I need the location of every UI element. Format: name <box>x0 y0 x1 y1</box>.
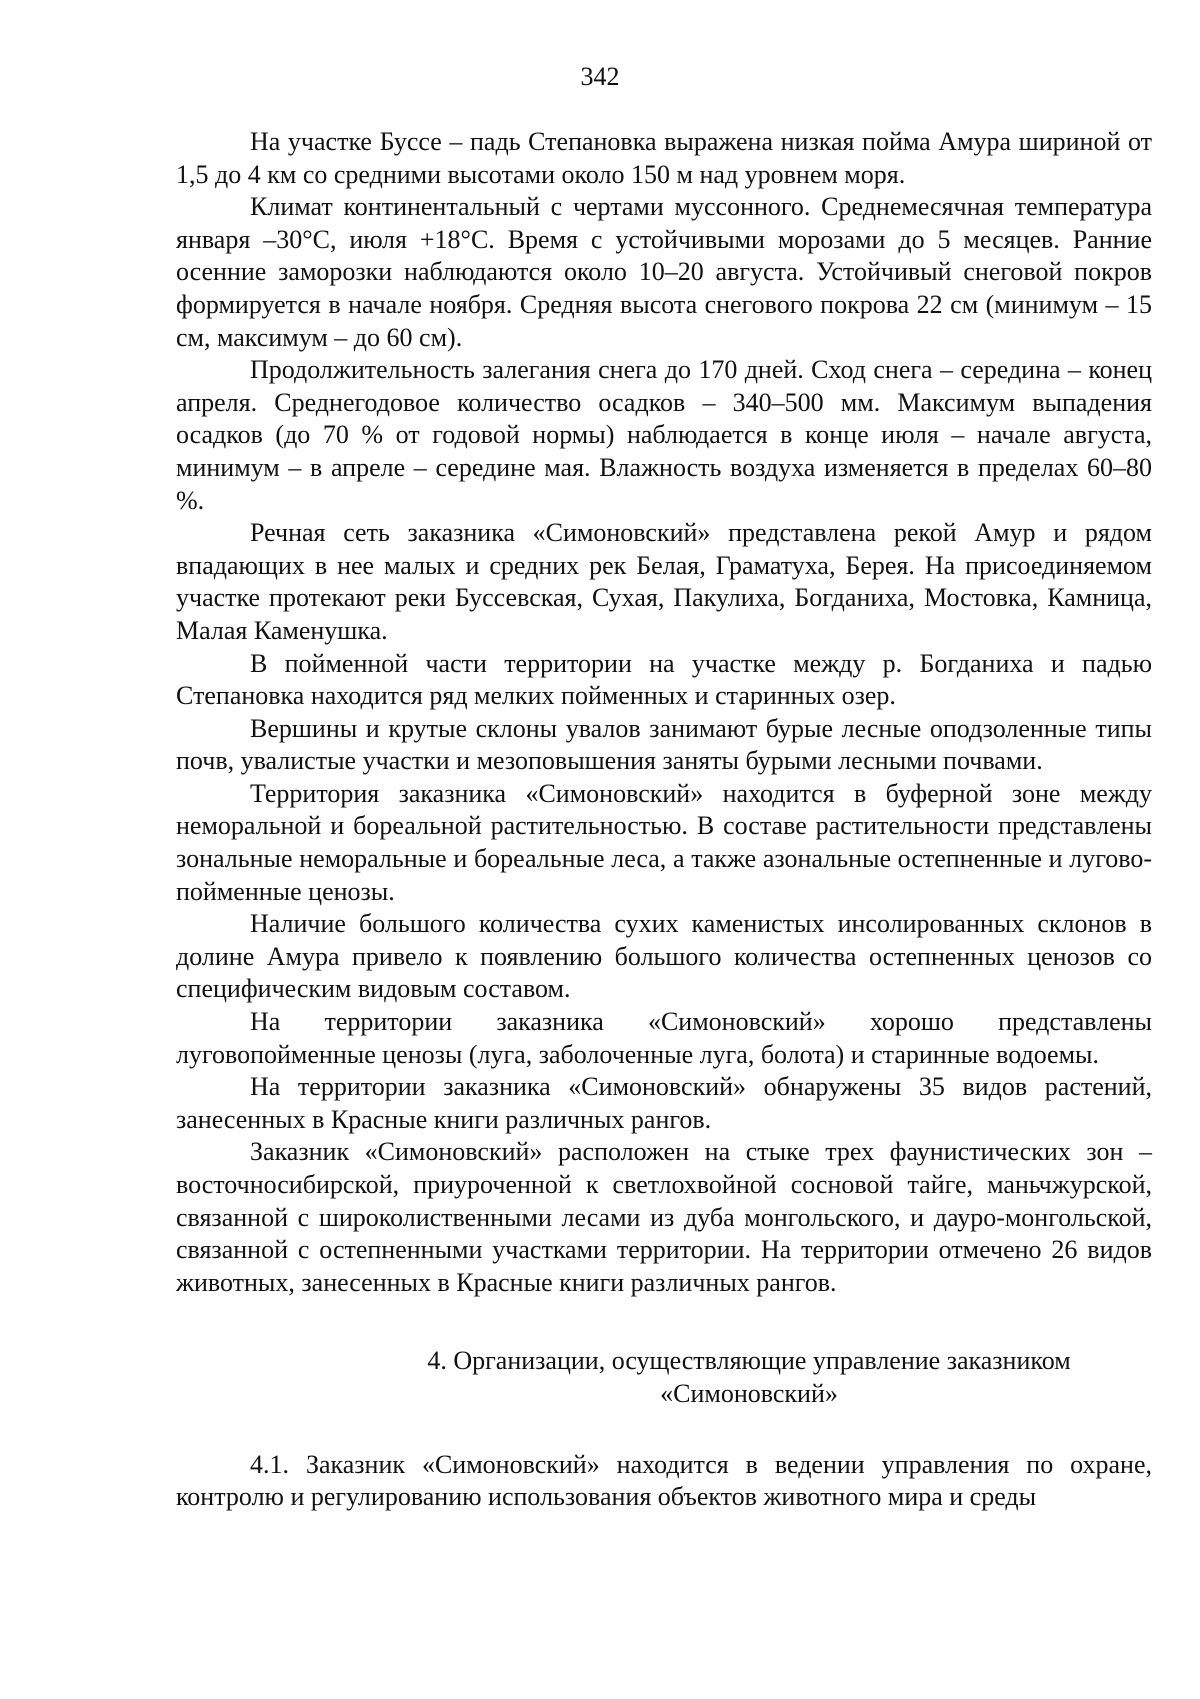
paragraph-snow-precipitation: Продолжительность залегания снега до 170 дней. Сход снега – середина – конец апреля. Среднегодовое количество осадков – 340–500 мм. Максимум выпадения осадков (до 70 % от годовой нормы) наблюдается в конце июля – начале августа, минимум – в апреле – середине мая. Влажность воздуха изменяется в пределах 60–80 %. <box>176 355 1152 515</box>
paragraph-steppe-slopes: Наличие большого количества сухих каменистых инсолированных склонов в долине Амура привело к появлению большого количества остепненных ценозов со специфическим видовым составом. <box>176 909 1152 1004</box>
paragraph-river-network: Речная сеть заказника «Симоновский» представлена рекой Амур и рядом впадающих в нее малых и средних рек Белая, Граматуха, Берея. На присоединяемом участке протекают реки Буссевская, Сухая, Пакулиха, Богданиха, Мостовка, Камница, Малая Каменушка. <box>176 518 1152 645</box>
section-heading-line-2: «Симоновский» <box>660 1378 838 1408</box>
paragraph-plant-species: На территории заказника «Симоновский» обнаружены 35 видов растений, занесенных в Красные книги различных рангов. <box>176 1072 1152 1134</box>
paragraph-vegetation: Территория заказника «Симоновский» находится в буферной зоне между неморальной и бореальной растительностью. В составе растительности представлены зональные неморальные и бореальные леса, а также азональные остепненные и лугово-пойменные ценозы. <box>176 778 1152 906</box>
paragraph-meadows: На территории заказника «Симоновский» хорошо представлены луговопойменные ценозы (луга, заболоченные луга, болота) и старинные водоемы. <box>176 1007 1152 1069</box>
paragraph-fauna: Заказник «Симоновский» расположен на стыке трех фаунистических зон – восточносибирской, приуроченной к светлохвойной сосновой тайге, маньчжурской, связанной с широколиственными лесами из дуба монгольского, и дауро-монгольской, связанной с остепненными участками территории. На территории отмечено 26 видов животных, занесенных в Красные книги различных рангов. <box>176 1137 1152 1297</box>
page-number: 342 <box>580 62 620 91</box>
paragraph-soils: Вершины и крутые склоны увалов занимают бурые лесные оподзоленные типы почв, увалистые участки и мезоповышения заняты бурыми лесными почвами. <box>176 713 1152 776</box>
paragraph-climate: Климат континентальный с чертами муссонного. Среднемесячная температура января –30°С, июля +18°С. Время с устойчивыми морозами до 5 месяцев. Ранние осенние заморозки наблюдаются около 10–20 августа. Устойчивый снеговой покров формируется в начале ноября. Средняя высота снегового покрова 22 см (минимум – 15 см, максимум – до 60 см). <box>176 192 1152 352</box>
paragraph-lakes: В пойменной части территории на участке между р. Богданиха и падью Степановка находится ряд мелких пойменных и старинных озер. <box>176 648 1152 711</box>
paragraph-4-1: 4.1. Заказник «Симоновский» находится в ведении управления по охране, контролю и регулированию использования объектов животного мира и среды <box>176 1449 1152 1512</box>
paragraph-floodplain: На участке Буссе – падь Степановка выражена низкая пойма Амура шириной от 1,5 до 4 км со средними высотами около 150 м над уровнем моря. <box>176 127 1152 189</box>
section-heading <box>176 1345 1152 1410</box>
document-body <box>176 126 1152 1514</box>
section-heading-line-1: 4. Организации, осуществляющие управление заказником <box>427 1346 1071 1376</box>
